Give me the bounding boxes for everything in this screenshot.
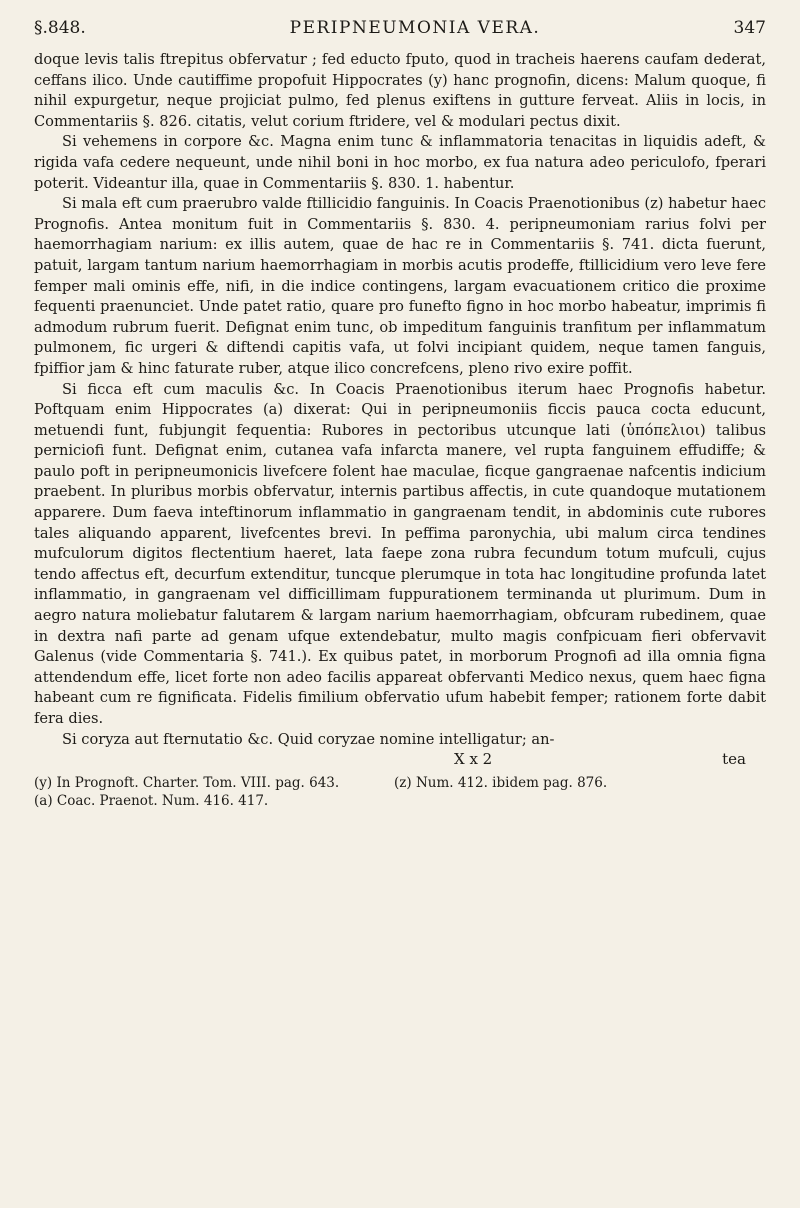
- footnote-row: [34, 774, 766, 792]
- footnote-row: [34, 792, 766, 810]
- body-text: [34, 50, 766, 750]
- footnote-y: (y) In Prognoft. Charter. Tom. VIII. pag. 643.: [34, 775, 340, 792]
- paragraph-3: Si mala eft cum praerubro valde ftillicidio fanguinis. In Coacis Praenotionibus (z) habetur haec Prognofis. Antea monitum fuit in Commentariis §. 830. 4. peripneumoniam rarius folvi per haemorrhagiam narium: ex illis autem, quae de hac re in Commentariis §. 741. dicta fuerunt, patuit, largam tantum narium haemorrhagiam in morbis acutis prodeffe, ftillicidium vero leve fere femper mali ominis effe, nifi, in die indice contingens, largam evacuationem critico die proxime fequenti praenunciet. Unde patet ratio, quare pro funefto figno in hoc morbo habeatur, imprimis fi admodum rubrum fuerit. Defignat enim tunc, ob impeditum fanguinis tranfitum per inflammatum pulmonem, fic urgeri & diftendi capitis vafa, ut folvi incipiant quidem, neque tamen fanguis, fpiffior jam & hinc faturate ruber, atque ilico concrefcens, pleno rivo exire poffit.: [34, 195, 766, 377]
- paragraph-2: Si vehemens in corpore &c. Magna enim tunc & inflammatoria tenacitas in liquidis adeft, & rigida vafa cedere nequeunt, unde nihil boni in hoc morbo, ex fua natura adeo periculofo, fperari poterit. Videantur illa, quae in Commentariis §. 830. 1. habentur.: [34, 133, 766, 192]
- catchword: tea: [722, 750, 746, 769]
- footnote-z: (z) Num. 412. ibidem pag. 876.: [394, 775, 608, 792]
- footnote-a: (a) Coac. Praenot. Num. 416. 417.: [34, 793, 269, 810]
- paragraph-1: doque levis talis ftrepitus obfervatur ; fed educto fputo, quod in tracheis haerens caufam dederat, ceffans ilico. Unde cautiffime propofuit Hippocrates (y) hanc prognofin, dicens: Malum quoque, fi nihil expurgetur, neque projiciat pulmo, fed plenus exiftens in gutture ferveat. Aliis in locis, in Commentariis §. 826. citatis, velut corium ftridere, vel & modulari pectus dixit.: [34, 51, 766, 130]
- page-number: 347: [733, 18, 766, 38]
- paragraph-4: Si ficca eft cum maculis &c. In Coacis Praenotionibus iterum haec Prognofis habetur. Poftquam enim Hippocrates (a) dixerat: Qui in peripneumoniis ficcis pauca cocta educunt, metuendi funt, fubjungit fequentia: Rubores in pectoribus utcunque lati (ὑπόπελιοι) talibus perniciofi funt. Defignat enim, cutanea vafa infarcta manere, vel rupta fanguinem effudiffe; & paulo poft in peripneumonicis livefcere folent hae maculae, ficque gangraenae nafcentis indicium praebent. In pluribus morbis obfervatur, internis partibus affectis, in cute quandoque mutationem apparere. Dum faeva inteftinorum inflammatio in gangraenam tendit, in abdominis cute rubores tales aliquando apparent, livefcentes brevi. In peffima paronychia, ubi malum circa tendines mufculorum digitos flectentium haeret, lata faepe zona rubra fecundum totum mufculi, cujus tendo affectus eft, decurfum extenditur, tuncque plerumque in tota hac longitudine profunda latet inflammatio, in gangraenam vel difficillimam fuppurationem terminanda ut plurimum. Dum in aegro natura moliebatur falutarem & largam narium haemorrhagiam, obfcuram rubedinem, quae in dextra nafi parte ad genam ufque extendebatur, multo magis confpicuam fieri obfervavit Galenus (vide Commentaria §. 741.). Ex quibus patet, in morborum Prognofi ad illa omnia figna attendendum effe, licet forte non adeo facilis appareat obfervanti Medico nexus, quem haec figna habeant cum re fignificata. Fidelis fimilium obfervatio ufum habebit femper; rationem forte dabit fera dies.: [34, 380, 766, 727]
- paragraph-5: Si coryza aut fternutatio &c. Quid coryzae nomine intelligatur; an-: [62, 730, 555, 748]
- running-header: [34, 18, 766, 48]
- section-number: §.848.: [34, 18, 86, 38]
- running-title: PERIPNEUMONIA VERA.: [289, 18, 541, 38]
- footnotes: [34, 774, 766, 810]
- signature-mark: X x 2: [454, 750, 493, 769]
- signature-line: [34, 750, 766, 768]
